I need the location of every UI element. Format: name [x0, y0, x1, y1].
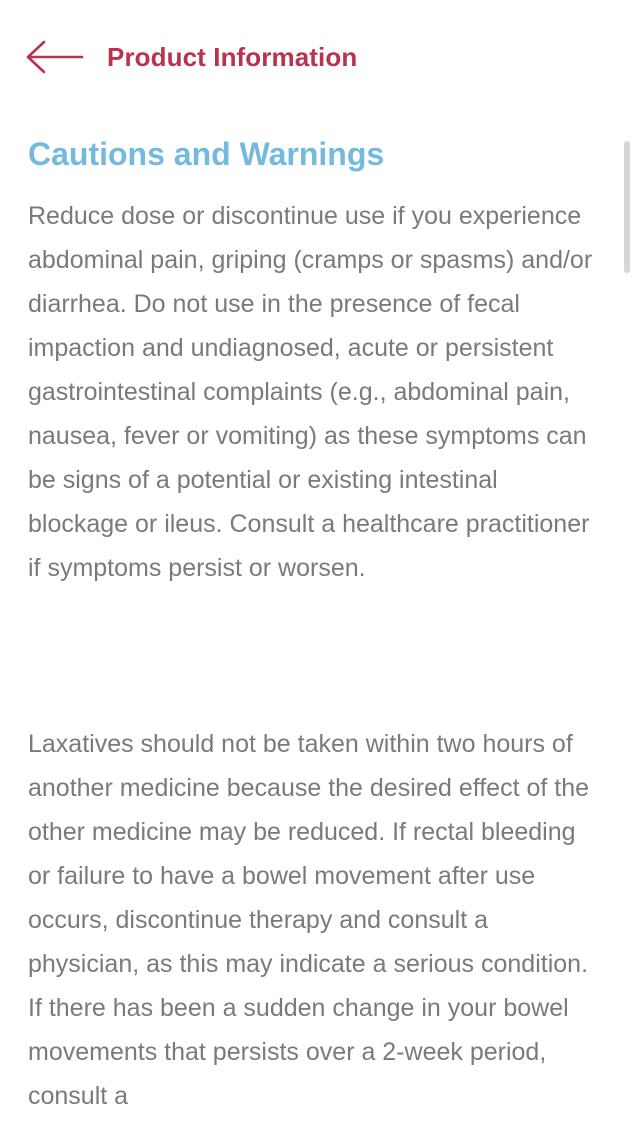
- scrollbar-thumb[interactable]: [624, 141, 630, 273]
- content-scroll-area[interactable]: [0, 112, 640, 1136]
- page-title: Product Information: [107, 42, 358, 72]
- header-bar: [0, 0, 640, 112]
- paragraph: Laxatives should not be taken within two hours of another medicine because the desired effect of the other medicine may be reduced. If rectal bleeding or failure to have a bowel movement after use occurs, discontinue therapy and consult a physician, as this may indicate a serious condition. If there has been a sudden change in your bowel movements that persists over a 2-week period, consult a: [28, 730, 590, 1110]
- section-title: Cautions and Warnings: [28, 136, 385, 172]
- back-button[interactable]: [26, 38, 86, 76]
- paragraph: Reduce dose or discontinue use if you experience abdominal pain, griping (cramps or spasms) and/or diarrhea. Do not use in the presence of fecal impaction and undiagnosed, acute or persistent gastrointestinal complaints (e.g., abdominal pain, nausea, fever or vomiting) as these symptoms can be signs of a potential or existing intestinal blockage or ileus. Consult a healthcare practitioner if symptoms persist or worsen.: [28, 202, 593, 582]
- arrow-left-icon: [26, 40, 84, 74]
